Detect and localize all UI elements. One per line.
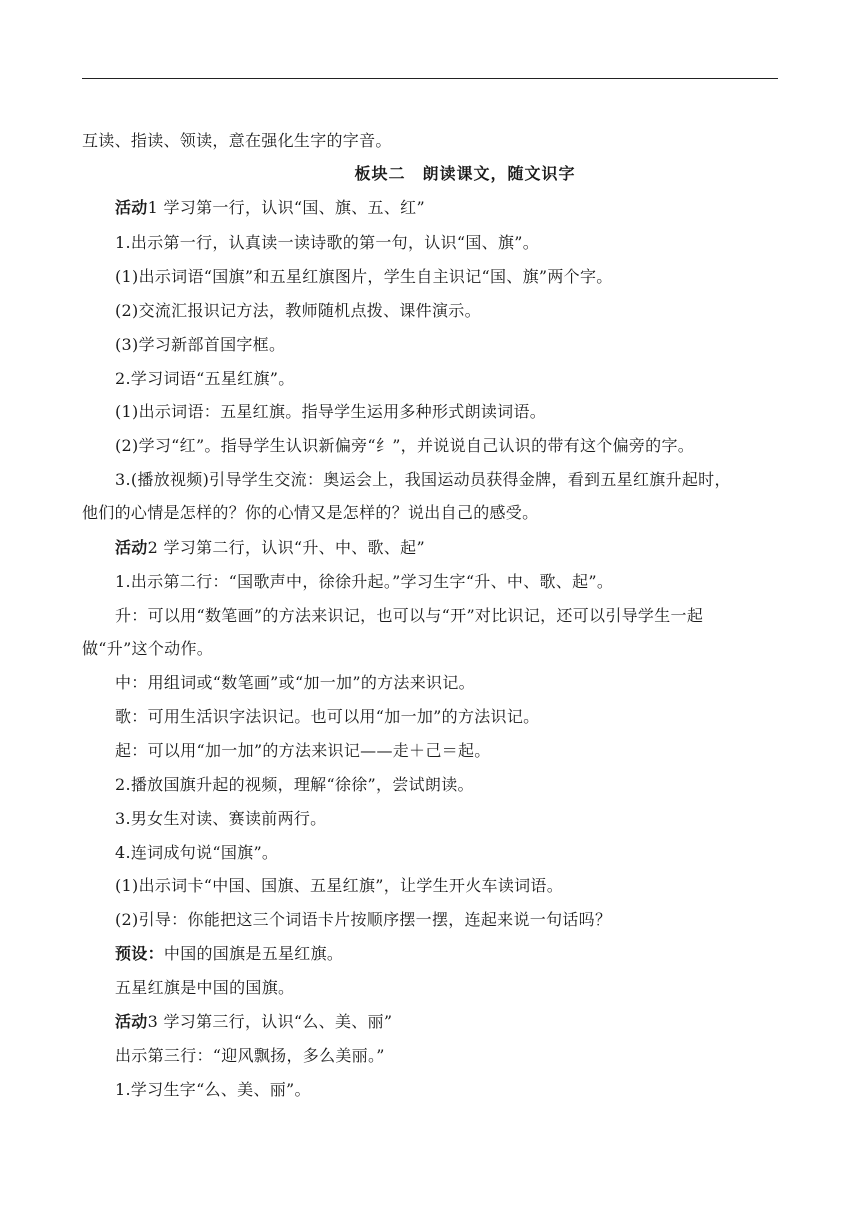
paragraph-line: (2)引导：你能把这三个词语卡片按顺序摆一摆，连起来说一句话吗？ [115, 910, 612, 929]
paragraph-line: 他们的心情是怎样的？你的心情又是怎样的？说出自己的感受。 [82, 503, 539, 522]
paragraph-line: (1)出示词卡“中国、国旗、五星红旗”，让学生开火车读词语。 [115, 876, 564, 895]
paragraph-line: 2.学习词语“五星红旗”。 [115, 369, 295, 388]
activity-title: 3 学习第三行，认识“么、美、丽” [147, 1012, 393, 1031]
paragraph-line: 五星红旗是中国的国旗。 [115, 978, 295, 997]
paragraph-line: 做“升”这个动作。 [82, 639, 214, 658]
header-rule [82, 78, 778, 79]
preset-line [82, 944, 811, 964]
paragraph-line: 出示第三行：“迎风飘扬，多么美丽。” [115, 1046, 385, 1065]
paragraph-line: 3.(播放视频)引导学生交流：奥运会上，我国运动员获得金牌，看到五星红旗升起时， [115, 470, 731, 489]
preset-label: 预设： [115, 944, 164, 963]
paragraph-line: 升：可以用“数笔画”的方法来识记，也可以与“开”对比识记，还可以引导学生一起 [115, 606, 704, 625]
paragraph-line: (3)学习新部首国字框。 [115, 335, 286, 354]
paragraph-line: 2.播放国旗升起的视频，理解“徐徐”，尝试朗读。 [115, 775, 474, 794]
paragraph-line: 3.男女生对读、赛读前两行。 [115, 809, 327, 828]
paragraph-line: 1.出示第二行：“国歌声中，徐徐升起。”学习生字“升、中、歌、起”。 [115, 572, 614, 591]
paragraph-line: 歌：可用生活识字法识记。也可以用“加一加”的方法识记。 [115, 707, 540, 726]
paragraph-line: (2)学习“红”。指导学生认识新偏旁“纟”，并说说自己认识的带有这个偏旁的字。 [115, 436, 695, 455]
paragraph-line: 4.连词成句说“国旗”。 [115, 843, 279, 862]
activity-label: 活动 [115, 198, 148, 217]
paragraph-line: (2)交流汇报识记方法，教师随机点拨、课件演示。 [115, 301, 481, 320]
activity-heading [82, 538, 811, 558]
paragraph-line: 起：可以用“加一加”的方法来识记——走＋己＝起。 [115, 741, 491, 760]
paragraph-line: (1)出示词语“国旗”和五星红旗图片，学生自主识记“国、旗”两个字。 [115, 267, 613, 286]
paragraph-line: (1)出示词语：五星红旗。指导学生运用多种形式朗读词语。 [115, 402, 547, 421]
section-heading: 板块二 朗读课文，随文识字 [354, 164, 576, 183]
paragraph-line: 1.学习生字“么、美、丽”。 [115, 1080, 311, 1099]
paragraph-line: 互读、指读、领读，意在强化生字的字音。 [82, 131, 392, 150]
preset-text: 中国的国旗是五星红旗。 [163, 944, 344, 963]
paragraph-line: 中：用组词或“数笔画”或“加一加”的方法来识记。 [115, 673, 475, 692]
activity-title: 1 学习第一行，认识“国、旗、五、红” [147, 198, 425, 217]
activity-label: 活动 [115, 1012, 148, 1031]
paragraph-line: 1.出示第一行，认真读一读诗歌的第一句，认识“国、旗”。 [115, 233, 540, 252]
activity-label: 活动 [115, 538, 148, 557]
activity-heading [82, 1012, 811, 1032]
activity-title: 2 学习第二行，认识“升、中、歌、起” [147, 538, 425, 557]
activity-heading [82, 198, 811, 218]
